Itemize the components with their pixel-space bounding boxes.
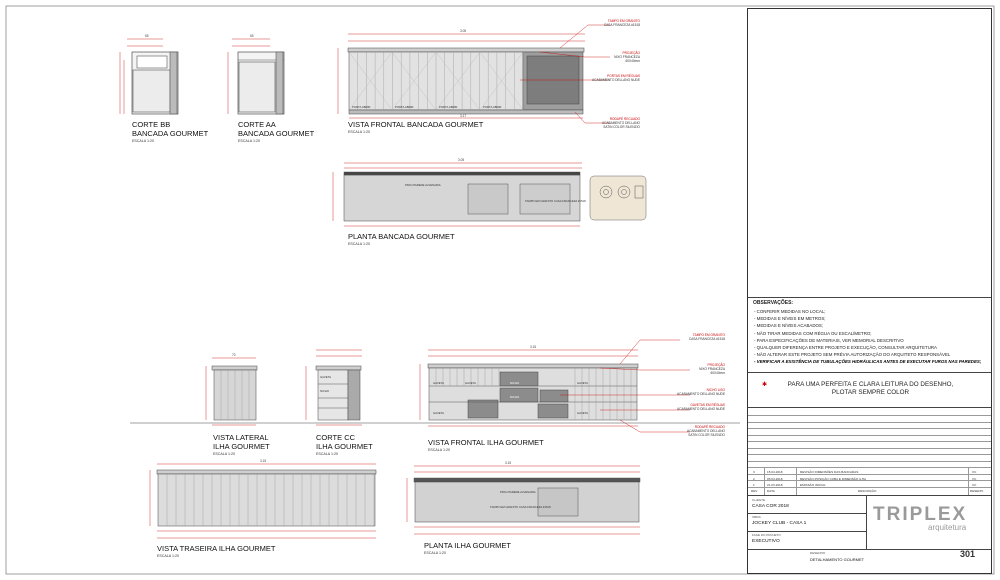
revision-row-line — [748, 487, 991, 488]
corte-cc-gaveta-label: GAVETA — [320, 375, 331, 379]
corte-aa-drawing — [228, 39, 284, 114]
callout-portas-main: PORTAS EM RÉGUAS — [607, 74, 640, 78]
vista-frontal-ilha-title: VISTA FRONTAL ILHA GOURMET — [428, 438, 544, 447]
vista-lateral-ilha-drawing — [206, 358, 257, 425]
observation-item: - MEDIDAS E NÍVEIS ACABADOS; — [754, 323, 824, 329]
title-block — [747, 8, 992, 574]
revision-header-desc: DESCRIÇÃO — [858, 489, 877, 493]
observations-title: OBSERVAÇÕES: — [753, 300, 794, 306]
callout-rodape-bancada — [560, 118, 640, 129]
vista-lateral-ilha-scale: ESCALA 1:20 — [213, 452, 235, 456]
corte-bb-width-dim: 65 — [145, 34, 149, 38]
tb-vertical-divider — [866, 495, 867, 549]
revision-row-line — [748, 461, 991, 462]
corte-bb-drawing — [120, 39, 178, 114]
callout-tampo-bancada — [560, 20, 640, 28]
callout-projecao-main: PROJEÇÃO — [622, 51, 640, 55]
corte-bb-title: CORTE BB BANCADA GOURMET — [132, 120, 209, 138]
observation-item: - NÃO ALTERAR ESTE PROJETO SEM PRÉVIA AUTORIZAÇÃO DO ARQUITETO RESPONSÁVEL — [754, 352, 951, 358]
phase-value: EXECUTIVO — [752, 539, 780, 544]
sheet-number: 301 — [960, 549, 976, 559]
observation-item: - MEDIDAS E NÍVEIS EM METROS; — [754, 316, 826, 322]
callout-rodape-ilha — [640, 426, 725, 437]
ilha-nicho-label-1: NICHO — [510, 381, 520, 385]
corte-aa-scale: ESCALA 1:20 — [238, 139, 260, 143]
vista-frontal-bancada-scale: ESCALA 1:20 — [348, 130, 370, 134]
planta-ilha-total-dim: 3.15 — [505, 461, 512, 465]
callout-rodape-bancada-sub: ACABAMENTO DELLANO SATIN COLOR SILENZIO — [601, 120, 640, 129]
planta-bancada-scale: ESCALA 1:20 — [348, 242, 370, 246]
ilha-gaveta-label-4: GAVETA — [433, 411, 444, 415]
callout-portas-sub: ACABAMENTO DELLANO NUDE — [592, 77, 640, 82]
observation-item: - QUALQUER DIFERENÇA ENTRE PROJETO E EXECUÇÃO, CONSULTAR ARQUITETURA — [754, 345, 937, 350]
revision-desc: REVISÃO DIMENSÕES DAS BANCADAS — [800, 470, 859, 474]
revision-date: 05.04.2018 — [767, 476, 783, 481]
tb-divider — [748, 407, 991, 408]
traseira-total-dim: 3.15 — [260, 459, 267, 463]
plot-color-note: PARA UMA PERFEITA E CLARA LEITURA DO DESENHO, PLOTAR SEMPRE COLOR — [787, 381, 954, 396]
door-label: PORTA ABRIR — [483, 105, 502, 109]
corte-cc-drawing — [306, 350, 362, 425]
revision-date: 21.03.2018 — [767, 483, 783, 487]
planta-ilha-drawing — [407, 466, 640, 534]
revision-row-line — [748, 454, 991, 455]
revision-col-line — [796, 467, 797, 495]
corte-cc-title: CORTE CC ILHA GOURMET — [316, 433, 373, 451]
planta-bancada-total-dim: 3.05 — [458, 158, 465, 162]
callout-tampo-bancada-sub: CASA FRANCEZA #1518 — [603, 22, 640, 27]
revision-row-line — [748, 415, 991, 416]
ilha-gaveta-label-5: GAVETA — [577, 411, 588, 415]
callout-gavetas-main: GAVETAS EM RÉGUAS — [690, 403, 725, 407]
revision-col-line — [764, 467, 765, 495]
observation-item: - NÃO TIRAR MEDIDAS COM RÉGUA OU ESCALÍMETRO; — [754, 330, 872, 336]
callout-projecao-sub: NIXO FRANCEZA 60X40mm — [614, 54, 640, 63]
vista-traseira-ilha-scale: ESCALA 1:20 — [157, 554, 179, 558]
callout-projecao — [560, 52, 640, 63]
callout-tampo-ilha-main: TAMPO EM GRANITO — [692, 333, 725, 337]
ilha-nicho-label-2: NICHO — [510, 395, 520, 399]
bancada-sub-dim: 3.17 — [460, 114, 467, 118]
callout-projecao-ilha — [640, 364, 725, 375]
callout-rodape-bancada-main: RODAPÉ RECUADO — [609, 117, 640, 121]
door-label: PORTA ABRIR — [439, 105, 458, 109]
revision-row-line — [748, 474, 991, 475]
vista-frontal-ilha-scale: ESCALA 1:20 — [428, 448, 450, 452]
vista-frontal-bancada-title: VISTA FRONTAL BANCADA GOURMET — [348, 120, 484, 129]
callout-rodape-ilha-main: RODAPÉ RECUADO — [694, 425, 725, 429]
callout-nicho-liso-main: NICHO LISO — [706, 388, 725, 392]
sheet-title-value: DETALHAMENTO GOURMET — [810, 557, 865, 562]
project-name: JOCKEY CLUB - CASA 1 — [752, 521, 807, 526]
tb-divider — [748, 531, 866, 532]
ilha-gaveta-label-2: GAVETA — [465, 381, 476, 385]
planta-ilha-scale: ESCALA 1:20 — [424, 551, 446, 555]
planta-bancada-title: PLANTA BANCADA GOURMET — [348, 232, 455, 241]
revision-header-rev: REV. — [751, 489, 758, 493]
revision-rev: 3 — [753, 470, 755, 474]
sheet-title-label: DESENHO — [810, 551, 826, 555]
client-name: CASA COR 2018 — [752, 504, 789, 509]
corte-aa-title: CORTE AA BANCADA GOURMET — [238, 120, 315, 138]
revision-row-line — [748, 467, 991, 468]
door-label: PORTA ABRIR — [395, 105, 414, 109]
bancada-door-slats — [349, 52, 523, 110]
revision-row-line — [748, 422, 991, 423]
client-label: CLIENTE — [752, 498, 766, 502]
revision-by: VC — [972, 470, 977, 474]
planta-bancada-drawing — [333, 163, 646, 226]
planta-ilha-title: PLANTA ILHA GOURMET — [424, 541, 511, 550]
revision-rev: 1 — [753, 483, 755, 487]
planta-ilha-projection-label: PROJ.PAREDE ALVENARIA — [500, 490, 536, 494]
ilha-gaveta-label-1: GAVETA — [433, 381, 444, 385]
callout-projecao-ilha-main: PROJEÇÃO — [707, 363, 725, 367]
corte-cc-nicho-label: NICHO — [320, 389, 330, 393]
revision-by: VC — [972, 476, 977, 481]
ilha-gaveta-label-3: GAVETA — [577, 381, 588, 385]
vista-traseira-ilha-drawing — [150, 464, 376, 538]
ilha-total-dim: 3.15 — [530, 345, 537, 349]
tb-divider — [748, 297, 991, 298]
callout-nicho-liso-sub: ACABAMENTO DELLANO NUDE — [677, 391, 725, 396]
callout-tampo-ilha — [640, 334, 725, 342]
door-label: PORTA ABRIR — [352, 105, 371, 109]
callout-gavetas-sub: ACABAMENTO DELLANO NUDE — [677, 406, 725, 411]
callout-projecao-ilha-sub: NIXO FRANCEZA 60X40mm — [699, 366, 725, 375]
tb-divider — [748, 495, 991, 496]
callout-gavetas — [640, 404, 725, 412]
corte-aa-width-dim: 65 — [250, 34, 254, 38]
project-label: OBRA — [752, 515, 761, 519]
callout-portas — [560, 75, 640, 83]
observation-item: - VERIFICAR A EXISTÊNCIA DE TUBULAÇÕES HIDRÁULICAS ANTES DE EXECUTAR FUROS NAS PAREDES; — [754, 359, 982, 365]
revision-desc: EMISSÃO INICIAL — [800, 483, 826, 487]
callout-nicho-liso — [640, 389, 725, 397]
revision-date: 15.04.2018 — [767, 470, 783, 474]
callout-tampo-ilha-sub: CASA FRANCEZA #1518 — [688, 336, 725, 341]
bancada-total-dim: 3.05 — [460, 29, 467, 33]
revision-header-by: DESENH. — [970, 489, 984, 493]
planta-ilha-tampo-label: TAMPO EM GRANITO CASA FRANCEZA #1518 — [490, 505, 551, 509]
tb-divider — [748, 549, 991, 550]
observation-item: - PARA ESPECIFICAÇÕES DE MATERIAIS, VER MEMORIAL DESCRITIVO — [754, 337, 904, 343]
revision-row-line — [748, 435, 991, 436]
phase-label: FASE DO PROJETO — [752, 533, 781, 537]
revision-header-date: DATA — [767, 489, 775, 493]
revision-col-line — [968, 467, 969, 495]
planta-bancada-tampo-label: TAMPO EM GRANITO CASA FRANCEZA #1518 — [525, 199, 586, 203]
triplex-logo: TRIPLEX — [873, 504, 968, 525]
revision-row-line — [748, 428, 991, 429]
tb-divider — [748, 372, 991, 373]
observation-item: - CONFERIR MEDIDAS NO LOCAL; — [754, 309, 826, 314]
planta-bancada-projection-label: PROJ.PAREDE ALVENARIA — [405, 183, 441, 187]
corte-cc-scale: ESCALA 1:20 — [316, 452, 338, 456]
revision-by: VC — [972, 483, 977, 487]
callout-rodape-ilha-sub: ACABAMENTO DELLANO SATIN COLOR SILENZIO — [686, 428, 725, 437]
triplex-logo-sub: arquitetura — [928, 523, 967, 532]
revision-row-line — [748, 448, 991, 449]
note-marker-icon: ✱ — [762, 382, 768, 388]
tb-divider — [748, 513, 866, 514]
revision-row-line — [748, 441, 991, 442]
vista-lateral-ilha-title: VISTA LATERAL ILHA GOURMET — [213, 433, 270, 451]
revision-row-line — [748, 480, 991, 481]
revision-desc: REVISÃO POSIÇÃO CUBA E DIMENSÃO ILHA — [800, 476, 867, 481]
callout-tampo-bancada-main: TAMPO EM GRANITO — [607, 19, 640, 23]
ilha-depth-dim: 70 — [232, 353, 236, 357]
revision-rev: 2 — [753, 476, 755, 481]
corte-bb-scale: ESCALA 1:20 — [132, 139, 154, 143]
vista-traseira-ilha-title: VISTA TRASEIRA ILHA GOURMET — [157, 544, 276, 553]
